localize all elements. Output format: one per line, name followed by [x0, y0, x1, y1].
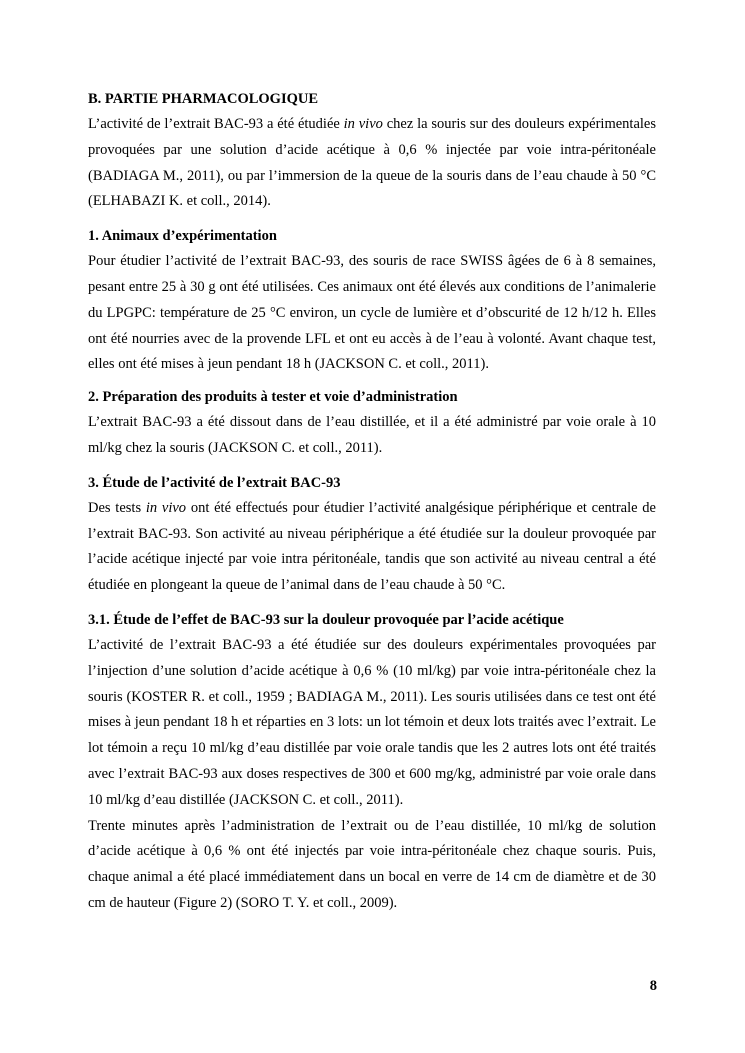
page-number: 8	[649, 978, 657, 994]
section-3-heading: 3. Étude de l’activité de l’extrait BAC-93	[88, 474, 341, 491]
section-1-paragraph: Pour étudier l’activité de l’extrait BAC-93, des souris de race SWISS âgées de 6 à 8 semaines, pesant entre 25 à 30 g ont été utilisées. Ces animaux ont été élevés aux conditions de l’animalerie du LPGPC: température de 25 °C environ, un cycle de lumière et d’obscurité de 12 h/12 h. Elles ont été nourries avec de la provende LFL et ont eu accès à de l’eau à volonté. Avant chaque test, elles ont été mises à jeun pendant 18 h (JACKSON C. et coll., 2011).	[88, 253, 656, 373]
section-b-italic-term: in vivo	[343, 116, 383, 132]
section-3-text-start: Des tests	[88, 499, 142, 516]
section-3-text-rest: ont été effectués pour étudier l’activité analgésique périphérique et centrale de l’extrait BAC-93. Son activité au niveau périphérique a été étudiée sur la douleur provoquée par l’acide acétique injecté par voie intra péritonéale, tandis que son activité au niveau central a été étudiée en plongeant la queue de l’animal dans de l’eau chaude à 50 °C.	[88, 499, 656, 594]
section-3-1-paragraph-1: L’activité de l’extrait BAC-93 a été étudiée sur des douleurs expérimentales provoquées par l’injection d’une solution d’acide acétique à 0,6 % (10 ml/kg) par voie intra-péritonéale chez la souris (KOSTER R. et coll., 1959 ; BADIAGA M., 2011). Les souris utilisées dans ce test ont été mises à jeun pendant 18 h et réparties en 3 lots: un lot témoin et deux lots traités avec l’extrait. Le lot témoin a reçu 10 ml/kg d’eau distillée par voie orale tandis que les 2 autres lots ont été traités avec l’extrait BAC-93 aux doses respectives de 300 et 600 mg/kg, administré par voie orale dans 10 ml/kg d’eau distillée (JACKSON C. et coll., 2011).	[88, 636, 656, 808]
section-3-1-heading: 3.1. Étude de l’effet de BAC-93 sur la douleur provoquée par l’acide acétique	[88, 611, 564, 628]
section-b-text-start: L’activité de l’extrait BAC-93 a été étudiée	[88, 116, 340, 132]
document-page	[88, 86, 656, 917]
section-3-1-paragraph-2: Trente minutes après l’administration de l’extrait ou de l’eau distillée, 10 ml/kg de solution d’acide acétique à 0,6 % ont été injectés par voie intra-péritonéale chez chaque souris. Puis, chaque animal a été placé immédiatement dans un bocal en verre de 14 cm de diamètre et de 30 cm de hauteur (Figure 2) (SORO T. Y. et coll., 2009).	[88, 817, 656, 911]
section-3-paragraph	[88, 496, 656, 599]
section-b-paragraph	[88, 112, 656, 215]
section-2-paragraph: L’extrait BAC-93 a été dissout dans de l’eau distillée, et il a été administré par voie orale à 10 ml/kg chez la souris (JACKSON C. et coll., 2011).	[88, 414, 656, 456]
section-1-heading: 1. Animaux d’expérimentation	[88, 228, 277, 245]
section-b-heading: B. PARTIE PHARMACOLOGIQUE	[88, 91, 319, 107]
section-b-text-rest: chez la souris sur des douleurs expérimentales provoquées par une solution d’acide acétique à 0,6 % injectée par voie intra-péritonéale (BADIAGA M., 2011), ou par l’immersion de la queue de la souris dans de l’eau chaude à 50 °C (ELHABAZI K. et coll., 2014).	[88, 116, 656, 210]
section-2-heading: 2. Préparation des produits à tester et voie d’administration	[88, 389, 458, 406]
section-3-italic-term: in vivo	[145, 499, 187, 516]
